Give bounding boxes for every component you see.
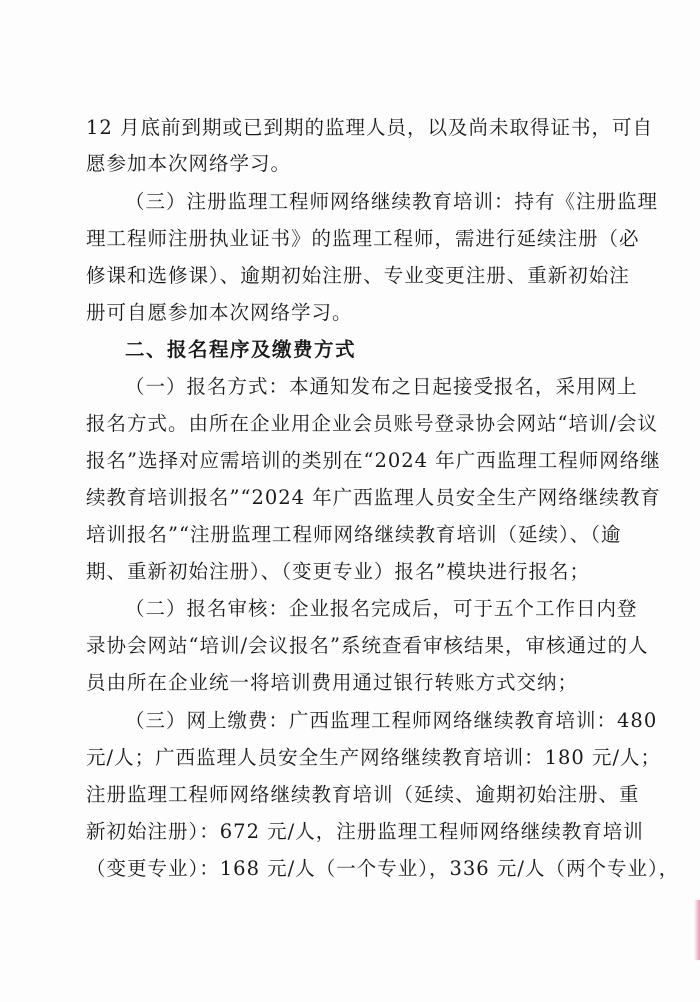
paragraph-line: 12 月底前到期或已到期的监理人员，以及尚未取得证书，可自: [86, 116, 654, 139]
paragraph-line: （二）报名审核：企业报名完成后，可于五个工作日内登: [125, 597, 638, 620]
paragraph-line: （三）注册监理工程师网络继续教育培训：持有《注册监理: [125, 190, 659, 213]
paragraph-line: 录协会网站“培训/会议报名”系统查看审核结果，审核通过的人: [86, 634, 649, 657]
paragraph-line: 修课和选修课）、逾期初始注册、专业变更注册、重新初始注: [86, 264, 630, 287]
paragraph-line: 愿参加本次网络学习。: [86, 152, 292, 175]
section-heading: 二、报名程序及缴费方式: [125, 338, 357, 361]
paragraph-line: 培训报名”“注册监理工程师网络继续教育培训（延续）、（逾: [86, 523, 622, 546]
paragraph-line: 理工程师注册执业证书》的监理工程师，需进行延续注册（必: [86, 227, 640, 250]
paragraph-line: 注册监理工程师网络继续教育培训（延续、逾期初始注册、重: [86, 783, 640, 806]
paragraph-line: 新初始注册）：672 元/人，注册监理工程师网络继续教育培训: [86, 820, 644, 843]
paragraph-line: （变更专业）：168 元/人（一个专业），336 元/人（两个专业），: [86, 857, 680, 880]
scan-edge-mark: [694, 900, 700, 960]
paragraph-line: 册可自愿参加本次网络学习。: [86, 301, 353, 324]
paragraph-line: 报名方式。由所在企业用企业会员账号登录协会网站“培训/会议: [86, 412, 659, 435]
paragraph-line: （一）报名方式：本通知发布之日起接受报名，采用网上: [125, 375, 638, 398]
paragraph-line: 报名”选择对应需培训的类别在“2024 年广西监理工程师网络继: [86, 449, 661, 472]
paragraph-line: （三）网上缴费：广西监理工程师网络继续教育培训：480: [125, 709, 658, 732]
paragraph-line: 员由所在企业统一将培训费用通过银行转账方式交纳；: [86, 671, 579, 694]
paragraph-line: 期、重新初始注册）、（变更专业）报名”模块进行报名；: [86, 560, 590, 583]
paragraph-line: 元/人；广西监理人员安全生产网络继续教育培训：180 元/人；: [86, 746, 662, 769]
paragraph-line: 续教育培训报名”“2024 年广西监理人员安全生产网络继续教育: [86, 486, 661, 509]
